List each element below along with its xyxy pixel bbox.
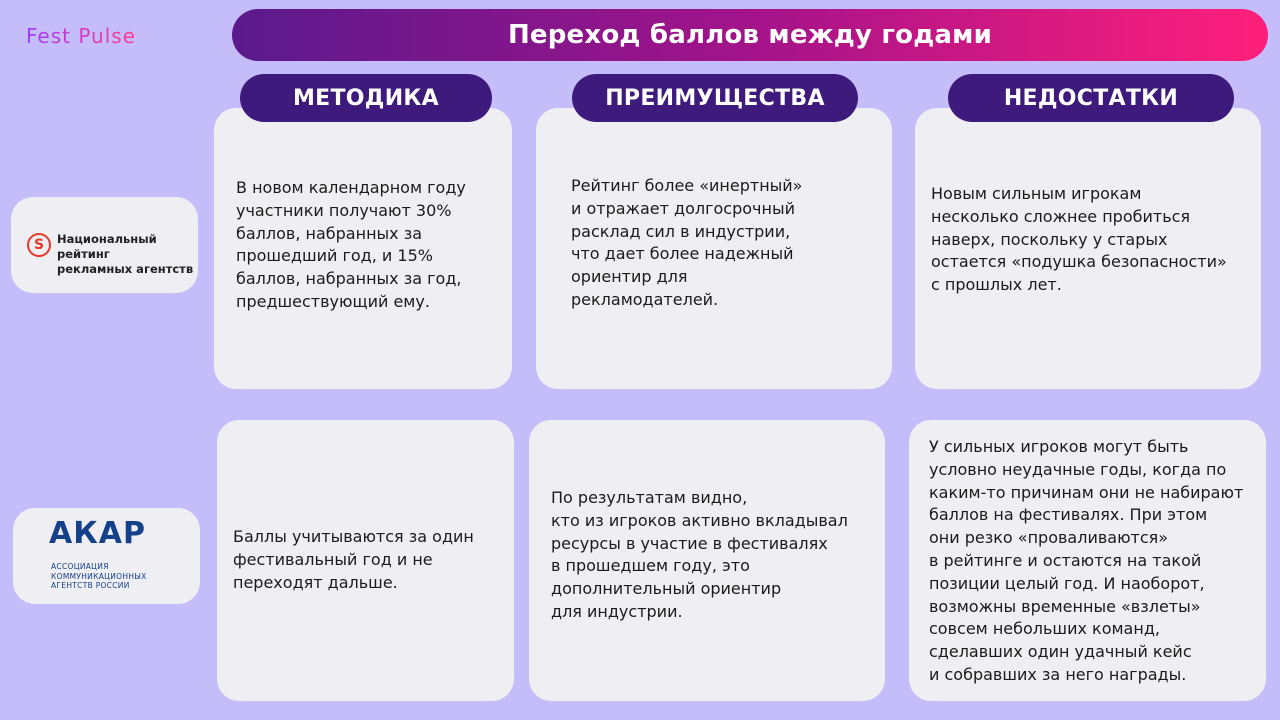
card-row1-cons	[915, 108, 1261, 389]
card-row1-pros	[536, 108, 892, 389]
logo-card-nrra	[11, 197, 198, 293]
column-header-pros-label: ПРЕИМУЩЕСТВА	[605, 85, 825, 111]
card-row2-cons	[909, 420, 1266, 701]
card-row2-method-text: Баллы учитываются за один фестивальный год и не переходят дальше.	[233, 527, 474, 592]
akar-logo-name: АКАР	[49, 516, 146, 551]
column-header-method-label: МЕТОДИКА	[292, 85, 440, 111]
brand-logo: Fest Pulse	[26, 24, 136, 48]
column-header-pros	[572, 74, 858, 122]
column-header-method	[240, 74, 492, 122]
card-row2-pros-text: По результатам видно, кто из игроков активно вкладывал ресурсы в участие в фестивалях в прошедшем году, это дополнительный ориентир для индустрии.	[551, 488, 848, 621]
card-row2-method	[217, 420, 514, 701]
card-row1-pros-text: Рейтинг более «инертный» и отражает долгосрочный расклад сил в индустрии, что дает более надежный ориентир для рекламодателей.	[571, 176, 803, 309]
card-row1-cons-text: Новым сильным игрокам несколько сложнее пробиться наверх, поскольку у старых остается «подушка безопасности» с прошлых лет.	[931, 184, 1227, 295]
page-title: Переход баллов между годами	[507, 20, 993, 50]
card-row2-cons-text: У сильных игроков могут быть условно неудачные годы, когда по каким-то причинам они не набирают баллов на фестивалях. При этом они резко «проваливаются» в рейтинге и остаются на такой позиции целый год. И наоборот, возможны временные «взлеты» совсем небольших команд, сделавших один удачный кейс и собравших за него награды.	[929, 437, 1244, 684]
nrra-logo-icon: S	[27, 233, 51, 257]
card-row1-method	[214, 108, 512, 389]
akar-logo-subtitle: АССОЦИАЦИЯ КОММУНИКАЦИОННЫХ АГЕНТСТВ РОССИИ	[51, 562, 147, 590]
title-banner	[232, 9, 1268, 61]
column-header-cons	[948, 74, 1234, 122]
card-row1-method-text: В новом календарном году участники получают 30% баллов, набранных за прошедший год, и 15% баллов, набранных за год, предшествующий ему.	[236, 178, 466, 311]
card-row2-pros	[529, 420, 885, 701]
nrra-logo-name: Национальный рейтинг рекламных агентств	[57, 232, 194, 276]
logo-card-akar	[13, 508, 200, 604]
column-header-cons-label: НЕДОСТАТКИ	[1003, 85, 1179, 111]
